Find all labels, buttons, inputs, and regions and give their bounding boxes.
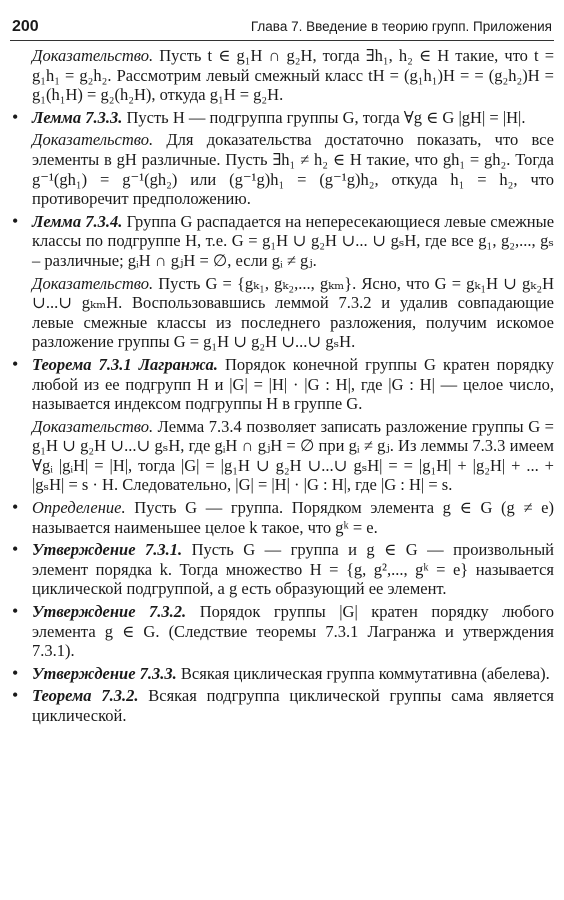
proof-text: Для доказательства достаточно показать, что все элементы в gH различные. Пусть ∃h₁ ≠ h₂ ∈ H такие, что gh₁ = gh₂. Тогда g⁻¹(gh₁) = g⁻¹(gh₂) или (g⁻¹g)h₁ = (g⁻¹g)h₂, откуда h₁ = h₂, что противоречит предположению. xyxy=(32,130,554,209)
statement-item xyxy=(10,540,554,599)
statement-label: Утверждение 7.3.3. xyxy=(32,663,177,683)
theorem-text: Порядок конечной группы G кратен порядку любой из ее подгрупп H и |G| = |H| · |G : H|, где |G : H| — целое число, называется индексом подгруппы H в группе G. xyxy=(32,354,554,414)
theorem-item xyxy=(10,355,554,414)
theorem-label: Теорема 7.3.1 Лагранжа. xyxy=(32,354,218,374)
page-header xyxy=(10,8,554,41)
definition-item xyxy=(10,498,554,537)
bullet-icon: • xyxy=(12,662,19,683)
theorem-text: Всякая подгруппа циклической группы сама является циклической. xyxy=(32,686,555,725)
proof-text: Лемма 7.3.4 позволяет записать разложение группы G = g₁H ∪ g₂H ∪...∪ gₛH, где gᵢH ∩ gⱼH = ∅ при gᵢ ≠ gⱼ. Из леммы 7.3.3 имеем ∀gᵢ |gᵢH| = |H|, тогда |G| = |g₁H ∪ g₂H ∪...∪ gₛH| = = |g₁H| + |g₂H| + ... + |gₛH| = s · H. Следовательно, |G| = |H| · |G : H|, где |G : H| = s. xyxy=(32,416,554,495)
lemma-text: Пусть H — подгруппа группы G, тогда ∀g ∈ G |gH| = |H|. xyxy=(126,107,526,127)
bullet-icon: • xyxy=(12,539,19,560)
lemma-item xyxy=(10,212,554,271)
lemma-text: Группа G распадается на непересекающиеся левые смежные классы по подгруппе H, т.е. G = g₁H ∪ g₂H ∪... ∪ gₛH, где все g₁, g₂,..., gₛ – различные; gᵢH ∩ gⱼH = ∅, если gᵢ ≠ gⱼ. xyxy=(32,211,555,270)
statement-label: Утверждение 7.3.1. xyxy=(32,540,183,560)
proof-paragraph xyxy=(10,46,554,105)
page-number: 200 xyxy=(12,18,39,35)
theorem-item xyxy=(10,686,554,725)
proof-label: Доказательство. xyxy=(32,273,154,293)
proof-text: Пусть t ∈ g₁H ∩ g₂H, тогда ∃h₁, h₂ ∈ H такие, что t = g₁h₁ = g₂h₂. Рассмотрим левый смежный класс tH = (g₁h₁)H = = (g₂h₂)H = g₁(h₁H) = g₂(h₂H), откуда g₁H = g₂H. xyxy=(32,46,555,105)
statement-item xyxy=(10,664,554,684)
statement-text: Порядок группы |G| кратен порядку любого элемента g ∈ G. (Следствие теоремы 7.3.1 Лагранжа и утверждения 7.3.1). xyxy=(32,602,555,661)
lemma-item xyxy=(10,108,554,128)
statement-text: Всякая циклическая группа коммутативна (абелева). xyxy=(180,663,550,683)
bullet-icon: • xyxy=(12,106,19,127)
proof-paragraph xyxy=(10,130,554,208)
proof-label: Доказательство. xyxy=(32,416,154,436)
bullet-icon: • xyxy=(12,601,19,622)
bullet-icon: • xyxy=(12,210,19,231)
proof-paragraph xyxy=(10,274,554,352)
statement-text: Пусть G — группа и g ∈ G — произвольный элемент порядка k. Тогда множество H = {g, g²,..., gᵏ = e} называется циклической подгруппой, а g есть образующий ее элемент. xyxy=(32,540,555,599)
page-body xyxy=(10,46,554,729)
proof-label: Доказательство. xyxy=(32,130,154,150)
proof-text: Пусть G = {gₖ₁, gₖ₂,..., gₖₘ}. Ясно, что G = gₖ₁H ∪ gₖ₂H ∪...∪ gₖₘH. Воспользовавшись леммой 7.3.2 и удалив совпадающие левые смежные классы из последнего разложения, получим искомое разложение группы G = g₁H ∪ g₂H ∪...∪ gₛH. xyxy=(32,273,554,352)
statement-label: Утверждение 7.3.2. xyxy=(32,602,187,622)
theorem-label: Теорема 7.3.2. xyxy=(32,686,139,706)
bullet-icon: • xyxy=(12,497,19,518)
proof-paragraph xyxy=(10,417,554,495)
bullet-icon: • xyxy=(12,685,19,706)
lemma-label: Лемма 7.3.3. xyxy=(32,107,123,127)
lemma-label: Лемма 7.3.4. xyxy=(32,211,123,231)
definition-text: Пусть G — группа. Порядком элемента g ∈ G (g ≠ e) называется наименьшее целое k такое, что gᵏ = e. xyxy=(32,498,554,537)
statement-item xyxy=(10,602,554,661)
bullet-icon: • xyxy=(12,353,19,374)
running-head-title: Глава 7. Введение в теорию групп. Приложения xyxy=(250,19,552,34)
definition-label: Определение. xyxy=(32,498,126,518)
proof-label: Доказательство. xyxy=(32,46,154,65)
